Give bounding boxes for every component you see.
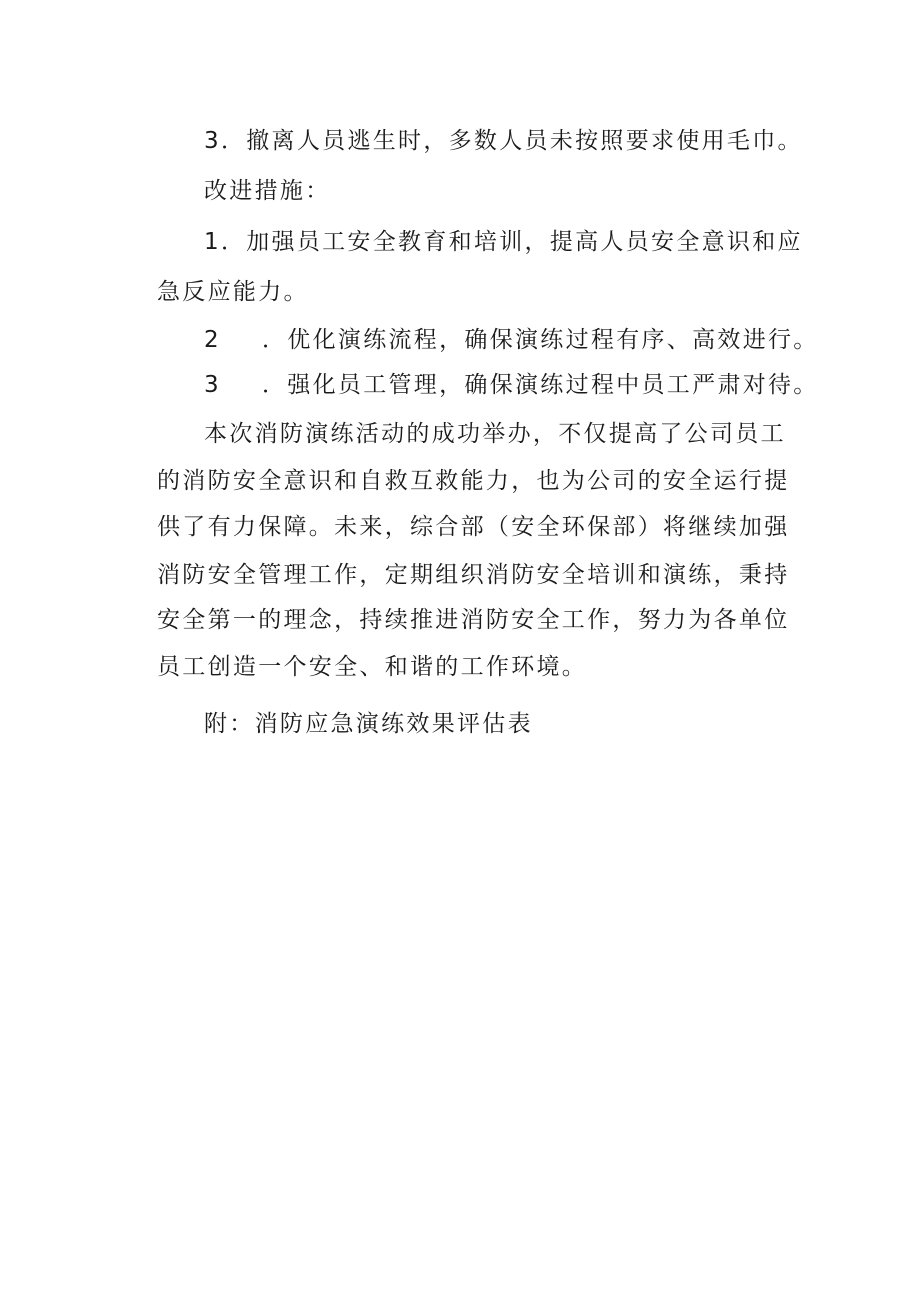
improvement-item-2 — [204, 325, 819, 355]
improvement-item-3 — [204, 370, 819, 400]
conclusion-line-6: 员工创造一个安全、和谐的工作环境。 — [157, 654, 588, 680]
improvement-item-1-line1: ．加强员工安全教育和培训，提高人员安全意识和应 — [220, 229, 803, 255]
improvements-heading: 改进措施： — [204, 178, 331, 204]
improvement-item-3-text: ．强化员工管理，确保演练过程中员工严肃对待。 — [262, 372, 819, 398]
improvement-item-1 — [204, 227, 803, 257]
conclusion-line-3: 供了有力保障。未来，综合部（安全环保部）将继续加强 — [157, 514, 790, 540]
conclusion-line-2: 的消防安全意识和自救互救能力，也为公司的安全运行提 — [157, 468, 790, 494]
attachment-note: 附：消防应急演练效果评估表 — [204, 711, 533, 737]
conclusion-line-1: 本次消防演练活动的成功举办，不仅提高了公司员工 — [204, 421, 786, 447]
problem-item-3 — [204, 126, 803, 156]
problem-item-3-number: 3 — [204, 128, 221, 154]
improvement-item-3-number: 3 — [204, 372, 221, 398]
improvement-item-2-number: 2 — [204, 327, 221, 353]
conclusion-line-4: 消防安全管理工作，定期组织消防安全培训和演练，秉持 — [157, 562, 790, 588]
improvement-item-2-text: ．优化演练流程，确保演练过程有序、高效进行。 — [262, 327, 819, 353]
problem-item-3-text: ．撤离人员逃生时，多数人员未按照要求使用毛巾。 — [220, 128, 803, 154]
improvement-item-1-number: 1 — [204, 229, 221, 255]
improvement-item-1-continuation: 急反应能力。 — [157, 279, 309, 305]
conclusion-line-5: 安全第一的理念，持续推进消防安全工作，努力为各单位 — [157, 607, 790, 633]
